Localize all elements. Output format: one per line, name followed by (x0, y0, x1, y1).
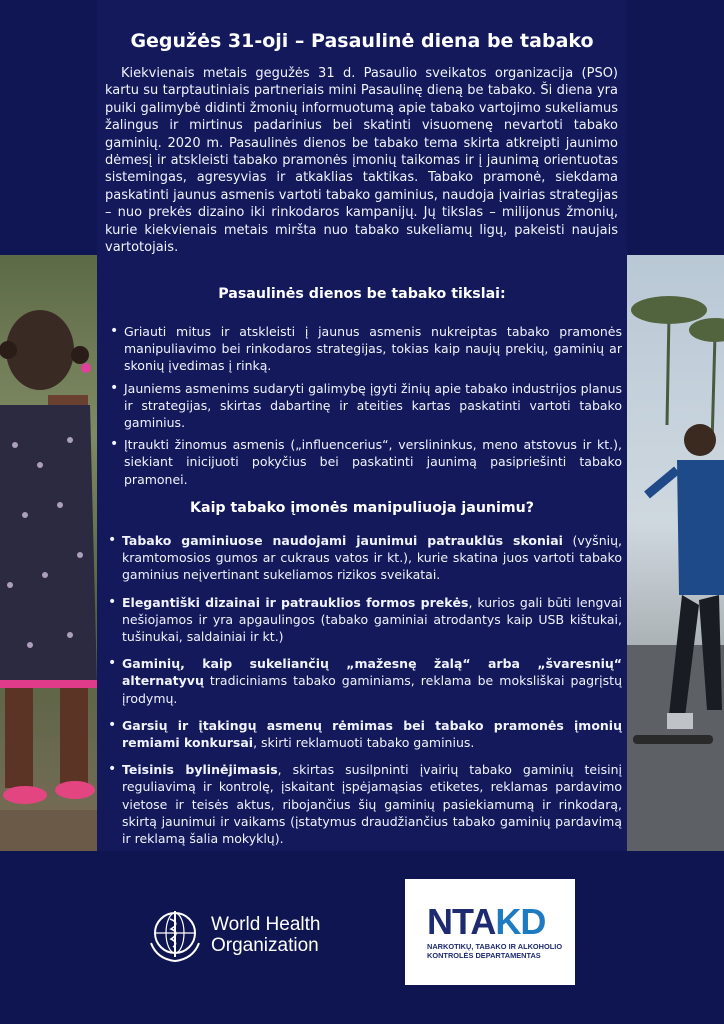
list-item-text: tradiciniams tabako gaminiams, reklama be moksliškai pagrįstų įrodymų. (122, 673, 622, 706)
goals-heading: Pasaulinės dienos be tabako tikslai: (218, 286, 506, 302)
list-item (108, 655, 622, 707)
list-item-bold: Elegantiški dizainai ir patrauklios formos prekės (122, 594, 469, 610)
list-item: • Griauti mitus ir atskleisti į jaunus asmenis nukreiptas tabako pramonės manipuliavimo bei rinkodaros strategijas, tokias kaip naujų prekių, gaminių ar skonių įvedimas į rinką. (110, 323, 622, 375)
who-line-2: Organization (211, 935, 319, 956)
ntakd-subtitle: NARKOTIKŲ, TABAKO IR ALKOHOLIO KONTROLĖS DEPARTAMENTAS (427, 942, 563, 960)
who-line-1: World Health (211, 914, 321, 935)
list-item-bold: Garsių ir įtakingų asmenų rėmimas bei tabako pramonės įmonių remiami konkursai (122, 717, 622, 751)
list-item-bold: Teisinis bylinėjimasis (122, 762, 278, 778)
who-wordmark (211, 914, 320, 956)
list-item-bold: Tabako gaminiuose naudojami jaunimui patrauklūs skoniai (122, 533, 563, 548)
child-photo (0, 255, 97, 851)
ntakd-logo (405, 879, 575, 985)
who-logo (145, 905, 335, 965)
list-item: • Jauniems asmenims sudaryti galimybę įgyti žinių apie tabako industrijos planus ir strategijas, skirtas dabartinę ir ateities kartas paskatinti vartoti tabako gaminius. (110, 380, 622, 432)
ntakd-part-2: KD (495, 901, 546, 942)
list-item (108, 532, 622, 584)
list-item: • Įtraukti žinomus asmenis („influencerius“, verslininkus, meno atstovus ir kt.), siekiant inicijuoti pokyčius bei paskatinti jaunimą pasipriešinti tabako pramonei. (110, 436, 622, 488)
manipulation-heading: Kaip tabako įmonės manipuliuoja jaunimu? (190, 500, 534, 516)
goals-list (110, 323, 622, 493)
bottom-band (0, 851, 724, 1024)
intro-paragraph: Kiekvienais metais gegužės 31 d. Pasaulio sveikatos organizacija (PSO) kartu su tarptautiniais partneriais mini Pasaulinę dieną be tabako. Ši diena yra puiki galimybė didinti žmonių informuotumą apie tabako vartojimo sukeliamus žalingus ir mirtinus padarinius bei skatinti visuomenę nevartoti tabako gaminių. 2020 m. Pasaulinės dienos be tabako tema skirta atkreipti jaunimo dėmesį ir atskleisti tabako pramonės įmonių taikomas ir į jaunimą orientuotas sistemingas, agresyvias ir atkaklias taktikas. Tabako pramonė, siekdama paskatinti jaunus asmenis vartoti tabako gaminius, naudoja įvairias strategijas – nuo prekės dizaino iki rinkodaros kampanijų. Jų tikslas – milijonus žmonių, kurie kiekvienais metais miršta nuo tabako sukeliamų ligų, pakeisti naujais vartotojais. (105, 66, 618, 256)
list-item-text: , skirti reklamuoti tabako gaminius. (253, 735, 475, 751)
page-title: Gegužės 31-oji – Pasaulinė diena be tabako (130, 30, 594, 52)
who-emblem-icon (145, 905, 205, 965)
list-item-text: (vyšnių, kramtomosios gumos ar cukraus vatos ir kt.), kurie skatina juos vartoti tabako gaminius neįvertinant sukeliamos rizikos sveikatai. (122, 533, 622, 583)
list-item-bold: Gaminių, kaip sukeliančių „mažesnę žalą“ arba „švaresnių“ alternatyvų (122, 656, 622, 689)
list-item (108, 717, 622, 751)
manipulation-list (108, 532, 622, 857)
skateboarder-photo (627, 255, 724, 851)
list-item (108, 761, 622, 847)
ntakd-wordmark (427, 901, 545, 943)
list-item-text: , kurios gali būti lengvai nešiojamos ir yra apgaulingos (tabako gaminiai atrodantys kaip USB kištukai, tušinukai, saldainiai ir kt.) (122, 594, 622, 645)
list-item-text: , skirtas susilpninti įvairių tabako gaminių teisinį reguliavimą ir kontrolę, įskaitant įspėjamąsias etiketes, reklamas pardavimo vietose ir teisės aktus, ribojančius šių gaminių pasiekiamumą ir rinkodarą, skirtą jaunimui ir vaikams (įstatymus draudžiančius tabako gaminių pardavimą ir reklamą šalia mokyklų). (122, 762, 622, 847)
ntakd-part-1: NTA (427, 901, 496, 942)
list-item (108, 594, 622, 646)
